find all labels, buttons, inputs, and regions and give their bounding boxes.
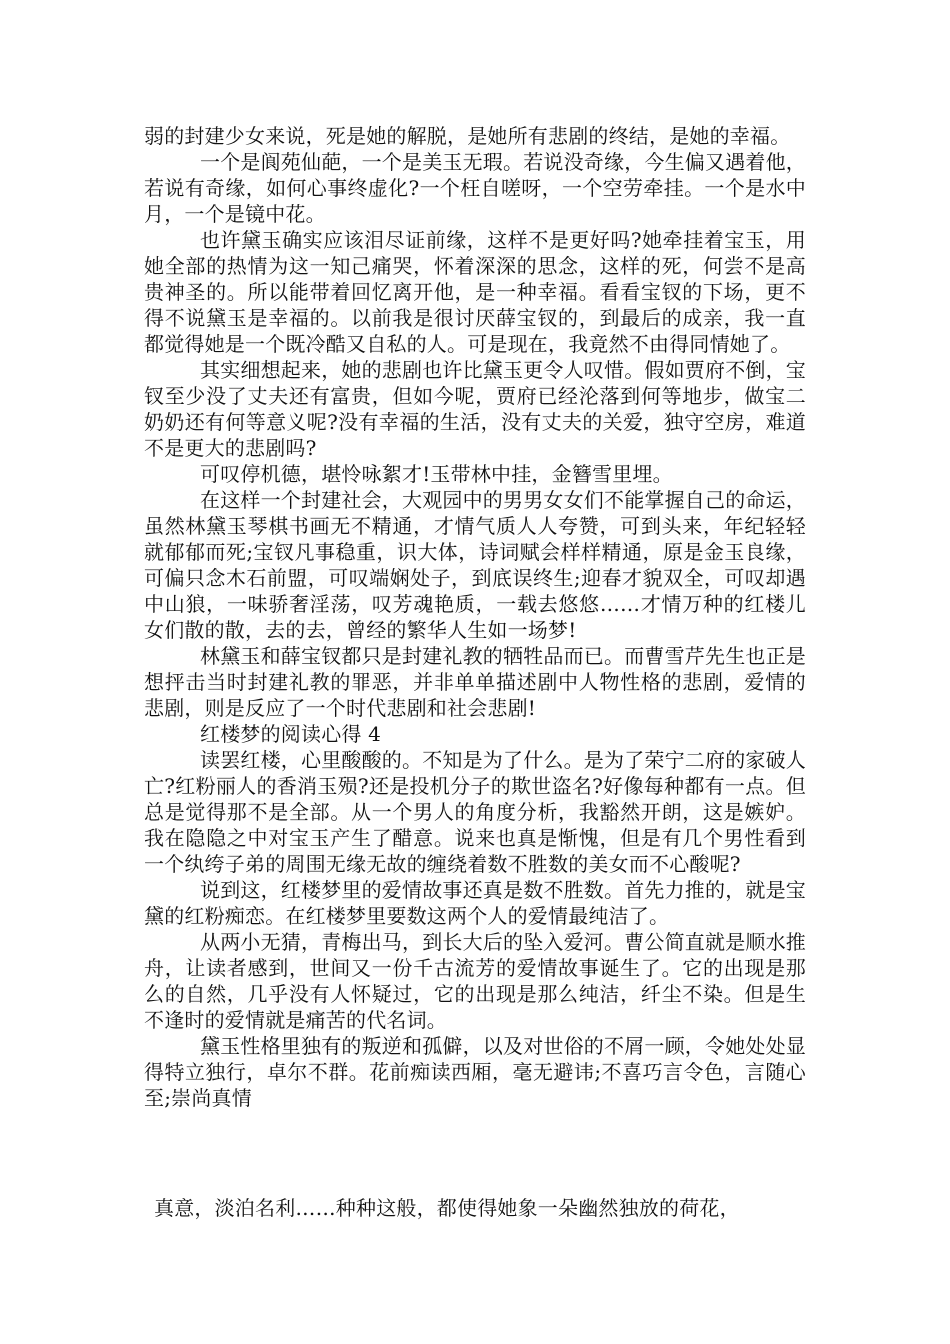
paragraph-5: 可叹停机德，堪怜咏絮才!玉带林中挂，金簪雪里埋。 [200,462,673,486]
paragraph-10: 从两小无猜，青梅出马，到长大后的坠入爱河。曹公简直就是顺水推舟，让读者感到，世间又一份千古流芳的爱情故事诞生了。它的出现是那么的自然，几乎没有人怀疑过，它的出现是那么纯洁，纤尘不染。但是生不逢时的爱情就是痛苦的代名词。 [144,930,806,1032]
paragraph-11: 黛玉性格里独有的叛逆和孤僻，以及对世俗的不屑一顾，令她处处显得特立独行，卓尔不群。花前痴读西厢，毫无避讳;不喜巧言令色，言随心至;崇尚真情 [144,1034,806,1110]
paragraph-4: 其实细想起来，她的悲剧也许比黛玉更令人叹惜。假如贾府不倒，宝钗至少没了丈夫还有富贵，但如今呢，贾府已经沦落到何等地步，做宝二奶奶还有何等意义呢?没有幸福的生活，没有丈夫的关爱，独守空房，难道不是更大的悲剧吗? [144,358,806,460]
section-title: 红楼梦的阅读心得 4 [200,722,382,746]
paragraph-8: 读罢红楼，心里酸酸的。不知是为了什么。是为了荣宁二府的家破人亡?红粉丽人的香消玉殒?还是投机分子的欺世盗名?好像每种都有一点。但总是觉得那不是全部。从一个男人的角度分析，我豁然开朗，这是嫉妒。我在隐隐之中对宝玉产生了醋意。说来也真是惭愧，但是有几个男性看到一个纨绔子弟的周围无缘无故的缠绕着数不胜数的美女而不心酸呢? [144,748,806,876]
paragraph-1: 弱的封建少女来说，死是她的解脱，是她所有悲剧的终结，是她的幸福。 [144,124,791,148]
document-body [144,123,806,1111]
paragraph-9: 说到这，红楼梦里的爱情故事还真是数不胜数。首先力推的，就是宝黛的红粉痴恋。在红楼梦里要数这两个人的爱情最纯洁了。 [144,878,806,928]
continuation-line: 真意，淡泊名利……种种这般，都使得她象一朵幽然独放的荷花， [154,1196,740,1220]
paragraph-3: 也许黛玉确实应该泪尽证前缘，这样不是更好吗?她牵挂着宝玉，用她全部的热情为这一知己痛哭，怀着深深的思念，这样的死，何尝不是高贵神圣的。所以能带着回忆离开他，是一种幸福。看看宝钗的下场，更不得不说黛玉是幸福的。以前我是很讨厌薛宝钗的，到最后的成亲，我一直都觉得她是一个既冷酷又自私的人。可是现在，我竟然不由得同情她了。 [144,228,806,356]
paragraph-2: 一个是阆苑仙葩，一个是美玉无瑕。若说没奇缘，今生偏又遇着他，若说有奇缘，如何心事终虚化?一个枉自嗟呀，一个空劳牵挂。一个是水中月，一个是镜中花。 [144,150,806,226]
paragraph-7: 林黛玉和薛宝钗都只是封建礼教的牺牲品而已。而曹雪芹先生也正是想抨击当时封建礼教的罪恶，并非单单描述剧中人物性格的悲剧，爱情的悲剧，则是反应了一个时代悲剧和社会悲剧! [144,644,806,720]
paragraph-6: 在这样一个封建社会，大观园中的男男女女们不能掌握自己的命运，虽然林黛玉琴棋书画无不精通，才情气质人人夸赞，可到头来，年纪轻轻就郁郁而死;宝钗凡事稳重，识大体，诗词赋会样样精通，原是金玉良缘，可偏只念木石前盟，可叹端娴处子，到底误终生;迎春才貌双全，可叹却遇中山狼，一味骄奢淫荡，叹芳魂艳质，一载去悠悠……才情万种的红楼儿女们散的散，去的去，曾经的繁华人生如一场梦! [144,488,806,642]
